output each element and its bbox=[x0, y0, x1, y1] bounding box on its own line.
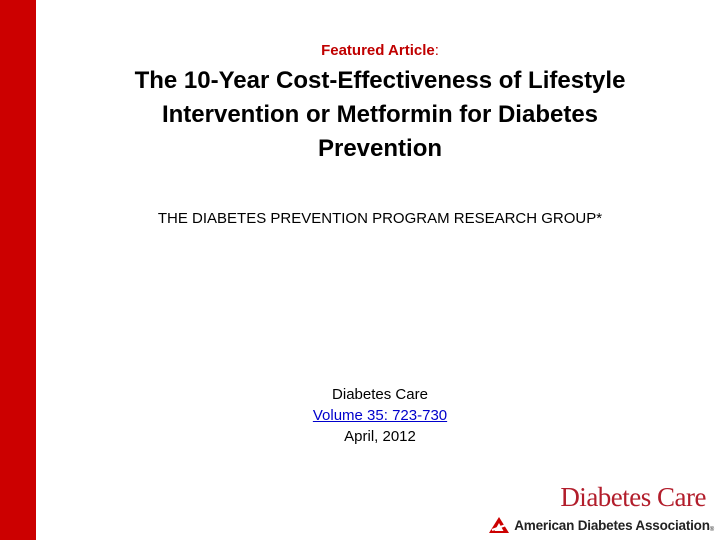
featured-colon: : bbox=[434, 42, 439, 59]
title-line-1: The 10-Year Cost-Effectiveness of Lifestyle bbox=[134, 67, 626, 94]
left-accent-bar bbox=[0, 0, 36, 540]
diabetes-care-logo: Diabetes Care bbox=[560, 482, 706, 512]
publication-date: April, 2012 bbox=[344, 428, 416, 445]
featured-label-text: Featured Article bbox=[321, 42, 435, 59]
ada-logo bbox=[488, 515, 714, 535]
volume-link[interactable]: Volume 35: 723-730 bbox=[312, 407, 448, 424]
header-block bbox=[40, 38, 720, 166]
author-group: THE DIABETES PREVENTION PROGRAM RESEARCH GROUP* bbox=[157, 210, 603, 227]
ada-name-text: American Diabetes Association bbox=[514, 517, 710, 533]
registered-mark: ® bbox=[709, 526, 714, 533]
featured-article-label bbox=[40, 38, 720, 64]
journal-name: Diabetes Care bbox=[332, 386, 428, 403]
triangle-ribbon-icon bbox=[488, 516, 510, 534]
title-line-3: Prevention bbox=[317, 135, 443, 162]
ada-name bbox=[514, 518, 714, 533]
title-line-2: Intervention or Metformin for Diabetes bbox=[161, 101, 599, 128]
article-title bbox=[40, 64, 720, 166]
citation-block bbox=[40, 384, 720, 447]
